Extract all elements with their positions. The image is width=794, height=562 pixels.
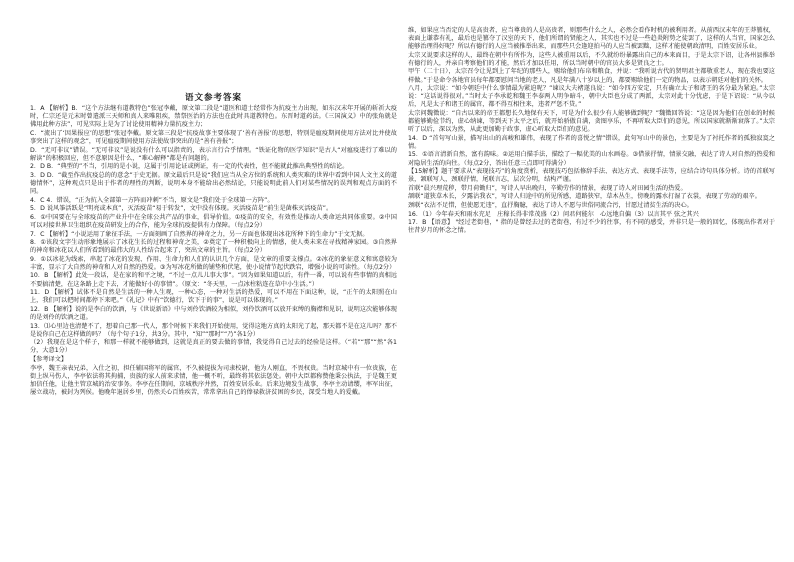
paragraph: 6．①中国要在与全球疫苗的产业升中在全球公共产品的事业，倡导价值。①疫苗的安全，有效性是推动人类命运共同体重要。②中国可以对接世界卫生组织在疫苗研发上的合作，能为全球抗疫提供有力保障。（每点2分） xyxy=(30,213,397,229)
paragraph: 颈联“衣沾不足惜，但使愿无违”，直抒胸臆，表达了诗人不愿与世俗同流合污，甘愿过清贫生活的决心。 xyxy=(408,201,693,209)
paragraph: 5．D 说风筝活跃是“明亮或本真”，灭活疫苗“易于转发”，文中没有体现。灭活疫苗是“前生是菌株灭活疫苗”。 xyxy=(30,205,333,213)
paragraph: 太宗又说要求这样的人，最终在朝中有所作为，这些人被重用以后，不久就纷纷暴露出自己的本来面目，于是太宗下诏，让各州县推举有德行的人，并亲自考察他们的才能，然后才加以任用，所以当时朝中的官员大多是贤良之士。 xyxy=(408,51,775,67)
paragraph: 甲午（二十日），太宗召令让见到上了年纪的那些人，赐给他们布帛和粮食，并说：“我听说古代的贤明君主都敬重老人，现在我也要这样做。”于是命令各地官员每年都要慰问当地的老人，凡是年满八十岁以上的，都要赐给他们一定的物品，以表示朝廷对他们的关怀。 xyxy=(408,68,775,84)
paragraph: 9．①以冰花为线索，串起了冰花的发现、作用、生命力和人们的认识几个方面，是文章的重要支撑点。②冰花的象征意义和寓意较为丰富，显示了大自然的神奇和人对自然的热爱。③为写冰花所做的铺垫和伏笔，使小说情节起伏跌宕，增强小说的可读性。（每点2分） xyxy=(30,255,397,271)
paragraph: 颔联“道狭草木长，夕露沾我衣”，写诗人归途中的所见所感，道路狭窄，草木丛生，傍晚的露水打湿了衣裳，表现了劳动的艰辛。 xyxy=(408,193,761,201)
left-column xyxy=(30,0,397,562)
paragraph: 13．⑴心里边也清楚不了，想着自己那一代人，那个时候下来我们开始使用，觉得这地方真的太阳光了起，那天都不是在这儿吗？那不是说你自己在这样做的吗？（每个句子1分，共3分。其中，“知”“那时”“乃”各1分） xyxy=(30,322,397,338)
paragraph: 14．D “首句写山景，描写出山的高峻和雄伟，表现了作者的喜悦之情”错误，此句写山中的景色，主要是为了衬托作者的孤独寂寞之情。 xyxy=(408,134,775,150)
paragraph: 太宗问魏徵说：“自古以来的帝王都想长久地保有天下，可是为什么很少有人能够做到呢？”魏徵回答说：“这是因为他们在创业的时候都能够勤俭节约，虚心纳谏，等到天下太平之后，就开始骄傲自满，贪图享乐，不再听取大臣们的意见，所以国家就渐渐衰落了。”太宗听了以后，深以为然，从此更加勤于政事，虚心听取大臣们的意见。 xyxy=(408,109,775,134)
paragraph: 2．D B．“典型的”不当，引用的是小说，这属于引用论证或例证，有一定的代表性，但不能就此推出典型性的结论。 xyxy=(30,163,349,171)
paragraph: 维，如果应当否定的人是高贵者，应当尊贵的人是高贵者，则那些什么之人，必然会看作时机的被利用者。从前西汉末年的王莽篡权，表面上谦恭有礼，最后也是篡夺了汉室的天下，他们所谓的贤能之人，其实也不过是一些趋炎附势之徒罢了，这样的人当官，国家怎么能够治理得好呢？所以有德行的人应当被推举出来，而那些只会逢迎拍马的人应当被罢黜，这样才能使朝政清明，百姓安居乐业。 xyxy=(408,27,775,51)
paragraph: 【15解析】题干要求从“表现技巧”的角度赏析，表现技巧包括修辞手法、表达方式、表现手法等，应结合诗句具体分析。诗的首联写景，颔联写人，颈联抒情，尾联言志，层次分明，结构严谨。 xyxy=(408,168,775,184)
paragraph: 12．B 【解析】说的是李白的饮酒，与《世说新语》中与刘伶饮酒较为相似，刘伶饮酒可以放开束缚的胸襟和见识，说明这次能够体现的是刘伶的饮酒之道。 xyxy=(30,305,397,321)
right-column xyxy=(408,0,775,562)
paragraph: 首联“晨兴理荒秽，带月荷锄归”，写诗人早出晚归，辛勤劳作的情景，表现了诗人对田园生活的热爱。 xyxy=(408,184,687,192)
paragraph: C．“流出了‘因果报应’的思想”张冠李戴。原文第三段是“抗疫故事主要体现了‘善有善报’的思想，特别是瘟疫期间使用方法对比并使故事突出了这样的观念”，可见瘟疫期间使用方法使故事突出的是“善有善报”； xyxy=(30,129,397,145)
paragraph: 【参考译文】 xyxy=(30,355,68,363)
paragraph: 16．（1）今年春天和雨水充足 庄稼长得非常茂盛（2）问君何能尔 心远地自偏（3）以言其平 弦之其兴 xyxy=(408,210,699,218)
paragraph: 3．D D．“截至作出抗疫总的的意念”于史无据。原文最后只是说“我们应当从全方位的系统和人类灾难的世界中看到中国人文主义的道德情怀”，这种观点只是出于作者的理性的判断，说明本身不能给出必然结论，只能说明此前人们对某些情况的误判和观点方面的不同。 xyxy=(30,171,397,196)
paragraph: 17．B 【语意】 "经过老街巷，" 指的是曾经去过的老街巷，有过不少的往事，有不同的感受，并非只是一般的回忆，体现出作者对于往昔岁月的怀念之情。 xyxy=(408,219,775,235)
paragraph: 李亭，魏王亲表兄弟，入仕之初，担任辅国将军的属官，不久被提拔为司隶校尉，他为人刚直，不畏权贵。当时京城中有一位贵族，在街上纵马伤人，李亭依法将其拘捕，贵族的家人前来求情，他一概不听，最终将其依法惩处。朝中大臣都称赞他秉公执法，于是魏王更加信任他，让他主管京城的治安事务。李亭在任期间，京城秩序井然，百姓安居乐业。后来边境发生战事，李亭主动请缨，率军出征，屡立战功，被封为列侯。他晚年退居乡里，仍然关心百姓疾苦，常常拿出自己的俸禄救济贫困的乡民，深受当地人的爱戴。 xyxy=(30,364,397,396)
paragraph: 1．A 【解析】B．“这个方法继有道教特色”张冠李戴，原文第二段是“道医和道士经常作为抗疫主力出现，如东汉末年开展的斩祈大疫时，仁宗还是元末时曾遣派三天师和真人来唯阻疾，禁祭医治的方法也在此时具道教特色。东晋时道药法。《三国演义》中的张角就是佛用此种方法”，可见实际上是为了讨论使用精神力量抗疫主力； xyxy=(30,105,397,129)
paragraph: 4．C 4．错误，“正为抗入全部第一方阵而冲刺”不当，原文是“我们处于全球第一方阵”。 xyxy=(30,196,274,204)
paragraph: 八月，太宗说：“如今朝廷中什么事情最为紧迫呢？”谏议大夫褚遂良说：“如今四方安定，只有确立太子和诸王的名分最为紧迫。”太宗说：“这话说得很对。”当时太子李承乾和魏王李泰两人明争暗斗，朝中大臣也分成了两派，太宗对此十分忧虑，于是下诏说：“从今以后，凡是太子和诸王的属官，都不得互相往来，违者严惩不贷。” xyxy=(408,85,775,109)
document-title: 语文参考答案 xyxy=(184,93,242,103)
paragraph: D．“无可非议”错误。“无可非议”是说没有什么可以指责的，表示言行合乎情理。“铁证化物的医学知识”是古人“对瘟疫进行了难以的解读”的积极回应，但不意原因是什么，“难心解释”都是有问题的。 xyxy=(30,146,397,162)
paragraph: 15．①语言清新自然，富有韵味。②运用白描手法，描绘了一幅优美的山水画卷。③借景抒情，情景交融，表达了诗人对自然的热爱和对隐居生活的向往。（每点2分，答出任意三点即可得满分） xyxy=(408,151,775,167)
paragraph: 8．①该段文字生动形象地展示了冰花生长的过程和神奇之美，②奠定了一种积极向上的情感，使人类未来在寻找精神家园。③自然界的神奇和冰花以人们所看到的最伟大的人性结合起来了，突出文章的主旨。（每点2分） xyxy=(30,239,397,255)
paragraph: 7．C 【解析】“小说运用了象征手法，一方面刻画了自然界的神奇之力，另一方面也体现出冰花所种下的生命力”于文无据。 xyxy=(30,230,369,238)
paragraph: 11．D 【解析】试体不是自然是生活的一种人生观，一种心态，一种对生活的热爱，可以不用在下面这种，说，“正午的太阳照在山上，我们可以把时间都停下来吧。”《礼记》中有“饮德行，饮下于的事”，说是可以体现的。” xyxy=(30,289,397,305)
paragraph: （2）我现在是这个样子，和那一样就不能够做到，这就是真正的要去做的事情，我觉得自己过去的经验是这样。（“若”“那”“然”各1分，大意1分） xyxy=(30,339,397,355)
paragraph: 10．B 【解析】此处一段话，是在家的和平之境，“不过一点儿儿事大事”。“因为如果知道以后，有件一番，可以说有些事情的真相远不要搞清楚，在这条路上走下去，才能做好小的事情”。（原文：“冬天里，一点冰柱粘连在草中小生活。”） xyxy=(30,272,397,288)
